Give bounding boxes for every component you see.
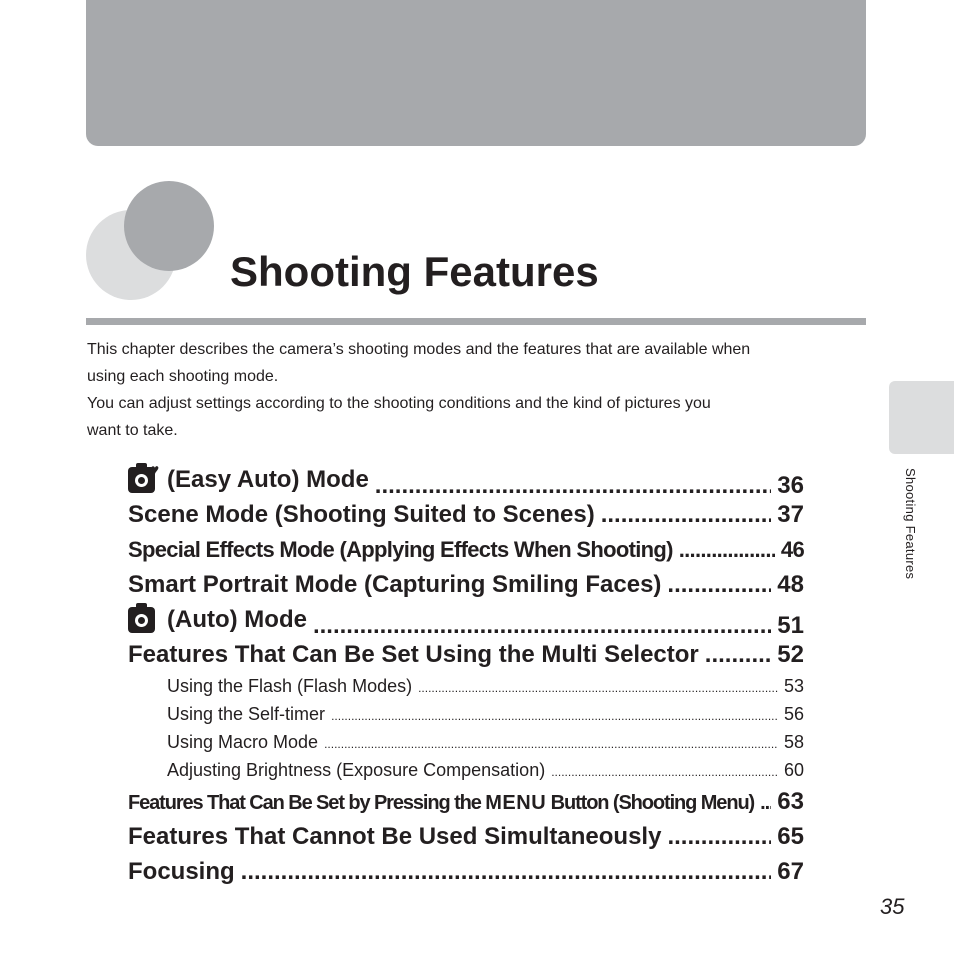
- toc-entry-label: Using Macro Mode: [167, 732, 319, 752]
- side-tab-label: Shooting Features: [903, 468, 918, 580]
- toc-entry-label: (Easy Auto) Mode: [167, 466, 369, 493]
- toc-entry-shooting-menu-features[interactable]: [128, 784, 804, 819]
- toc-leader-dots: [679, 532, 775, 567]
- table-of-contents: [128, 462, 804, 889]
- toc-page-number: 65: [777, 823, 804, 850]
- menu-button-icon: MENU: [485, 792, 547, 814]
- toc-entry-focusing[interactable]: [128, 854, 804, 889]
- toc-entry-label: Features That Can Be Set Using the Multi Selector: [128, 641, 699, 668]
- easy-auto-camera-icon: ♥: [128, 467, 155, 493]
- toc-leader-dots: [418, 672, 778, 702]
- toc-subentry-self-timer[interactable]: [128, 700, 804, 728]
- toc-leader-dots: [667, 819, 771, 854]
- toc-entry-label: Features That Cannot Be Used Simultaneously: [128, 823, 662, 850]
- toc-entry-label: Using the Self-timer: [167, 704, 326, 724]
- intro-line: want to take.: [87, 422, 178, 439]
- toc-page-number: 58: [783, 732, 804, 752]
- toc-entry-smart-portrait-mode[interactable]: [128, 567, 804, 602]
- chapter-banner: [86, 0, 866, 146]
- chapter-intro: [87, 336, 867, 444]
- toc-subentry-exposure-compensation[interactable]: [128, 756, 804, 784]
- toc-leader-dots: [324, 728, 778, 758]
- chapter-side-tab: [889, 381, 954, 454]
- toc-leader-dots: [241, 854, 772, 889]
- toc-entry-label: (Auto) Mode: [167, 606, 307, 633]
- toc-entry-label: Scene Mode (Shooting Suited to Scenes): [128, 501, 595, 528]
- toc-page-number: 67: [777, 858, 804, 885]
- toc-page-number: 52: [777, 641, 804, 668]
- toc-page-number: 48: [777, 571, 804, 598]
- page-number: 35: [880, 894, 905, 919]
- toc-entry-scene-mode[interactable]: [128, 497, 804, 532]
- intro-line: You can adjust settings according to the shooting conditions and the kind of pictures you: [87, 395, 711, 412]
- toc-entry-label: Features That Can Be Set by Pressing the: [128, 792, 481, 814]
- intro-line: This chapter describes the camera’s shooting modes and the features that are available when: [87, 341, 751, 358]
- toc-page-number: 63: [777, 788, 804, 815]
- toc-entry-auto-mode[interactable]: [128, 602, 804, 637]
- toc-page-number: 60: [783, 760, 804, 780]
- toc-entry-label: Button (Shooting Menu): [550, 792, 755, 814]
- toc-page-number: 37: [777, 501, 804, 528]
- toc-entry-label: Special Effects Mode (Applying Effects When Shooting): [128, 537, 673, 562]
- title-rule: [86, 318, 866, 325]
- decorative-circle-dark: [124, 181, 214, 271]
- auto-camera-icon: [128, 607, 155, 633]
- toc-entry-label: Adjusting Brightness (Exposure Compensation): [167, 760, 546, 780]
- toc-entry-label: Using the Flash (Flash Modes): [167, 676, 413, 696]
- toc-entry-label: Smart Portrait Mode (Capturing Smiling Faces): [128, 571, 662, 598]
- toc-entry-not-simultaneous[interactable]: [128, 819, 804, 854]
- toc-subentry-macro-mode[interactable]: [128, 728, 804, 756]
- toc-leader-dots: [667, 567, 771, 602]
- toc-leader-dots: [760, 786, 771, 821]
- toc-leader-dots: [601, 497, 772, 532]
- toc-entry-special-effects-mode[interactable]: [128, 532, 804, 567]
- toc-leader-dots: [551, 756, 778, 786]
- toc-page-number: 51: [777, 611, 804, 639]
- toc-entry-label: Focusing: [128, 858, 235, 885]
- toc-leader-dots: [331, 700, 778, 730]
- toc-page-number: 36: [777, 471, 804, 499]
- toc-leader-dots: [705, 637, 772, 672]
- chapter-title: Shooting Features: [230, 248, 599, 295]
- toc-subentry-flash[interactable]: [128, 672, 804, 700]
- toc-page-number: 53: [783, 676, 804, 696]
- toc-page-number: 46: [780, 537, 804, 562]
- toc-page-number: 56: [783, 704, 804, 724]
- intro-line: using each shooting mode.: [87, 368, 279, 385]
- toc-entry-easy-auto-mode[interactable]: [128, 462, 804, 497]
